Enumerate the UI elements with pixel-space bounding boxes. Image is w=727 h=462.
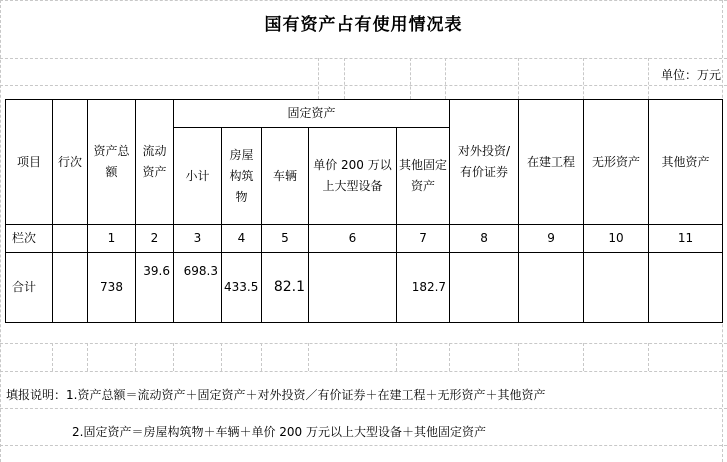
asset-table	[5, 99, 723, 323]
grid-line	[52, 343, 53, 371]
column-index-cell: 5	[262, 225, 309, 253]
unit-label: 单位：万元	[660, 68, 721, 82]
total-row-label: 合计	[6, 253, 53, 323]
grid-line	[0, 0, 1, 462]
page-title: 国有资产占有使用情况表	[264, 15, 463, 35]
intangible-value	[584, 253, 649, 323]
grid-line	[87, 343, 88, 371]
header-fixed-assets: 固定资产	[174, 100, 450, 128]
current-assets-value: 39.6	[136, 253, 174, 323]
column-index-cell	[53, 225, 88, 253]
column-index-cell: 10	[584, 225, 649, 253]
grid-line	[0, 343, 727, 344]
grid-line	[261, 343, 262, 371]
grid-line	[135, 343, 136, 371]
grid-line	[173, 343, 174, 371]
grid-line	[318, 58, 319, 99]
note-line-1: 填报说明：1.资产总额＝流动资产＋固定资产＋对外投资／有价证券＋在建工程＋无形资产＋其他资产	[6, 388, 546, 402]
construction-value	[519, 253, 584, 323]
grid-line	[518, 58, 519, 99]
column-index-cell: 4	[222, 225, 262, 253]
grid-line	[518, 343, 519, 371]
header-intangible: 无形资产	[584, 100, 649, 225]
header-item: 项目	[6, 100, 53, 225]
column-index-cell: 8	[450, 225, 519, 253]
grid-line	[308, 343, 309, 371]
grid-line	[0, 445, 727, 446]
grid-line	[449, 343, 450, 371]
column-index-cell: 11	[649, 225, 723, 253]
header-other-assets: 其他资产	[649, 100, 723, 225]
vehicles-value: 82.1	[262, 253, 309, 323]
grid-line	[583, 343, 584, 371]
column-index-cell: 2	[136, 225, 174, 253]
total-row-cell	[53, 253, 88, 323]
grid-line	[410, 58, 411, 99]
header-total-assets: 资产总额	[88, 100, 136, 225]
column-index-cell: 7	[397, 225, 450, 253]
header-investments: 对外投资/有价证券	[450, 100, 519, 225]
header-buildings: 房屋构筑物	[222, 128, 262, 225]
grid-line	[648, 58, 649, 99]
grid-line	[0, 85, 727, 86]
grid-line	[0, 58, 727, 59]
header-construction: 在建工程	[519, 100, 584, 225]
header-current-assets: 流动资产	[136, 100, 174, 225]
column-index-cell: 1	[88, 225, 136, 253]
column-index-cell: 6	[309, 225, 397, 253]
subtotal-value: 698.3	[174, 253, 222, 323]
buildings-value: 433.5	[222, 253, 262, 323]
grid-line	[583, 58, 584, 99]
header-subtotal: 小计	[174, 128, 222, 225]
grid-line	[648, 343, 649, 371]
grid-line	[396, 343, 397, 371]
grid-line	[0, 408, 727, 409]
column-index-label: 栏次	[6, 225, 53, 253]
grid-line	[0, 371, 727, 372]
column-index-cell: 3	[174, 225, 222, 253]
grid-line	[344, 58, 345, 99]
note-line-2: 2.固定资产＝房屋构筑物＋车辆＋单价 200 万元以上大型设备＋其他固定资产	[72, 425, 486, 439]
header-large-equipment: 单价 200 万以上大型设备	[309, 128, 397, 225]
other-assets-value	[649, 253, 723, 323]
header-other-fixed: 其他固定资产	[397, 128, 450, 225]
total-assets-value: 738	[88, 253, 136, 323]
investments-value	[450, 253, 519, 323]
grid-line	[221, 343, 222, 371]
other-fixed-value: 182.7	[397, 253, 450, 323]
header-vehicles: 车辆	[262, 128, 309, 225]
grid-line	[0, 0, 727, 1]
large-equipment-value	[309, 253, 397, 323]
grid-line	[445, 58, 446, 99]
column-index-cell: 9	[519, 225, 584, 253]
header-row-no: 行次	[53, 100, 88, 225]
